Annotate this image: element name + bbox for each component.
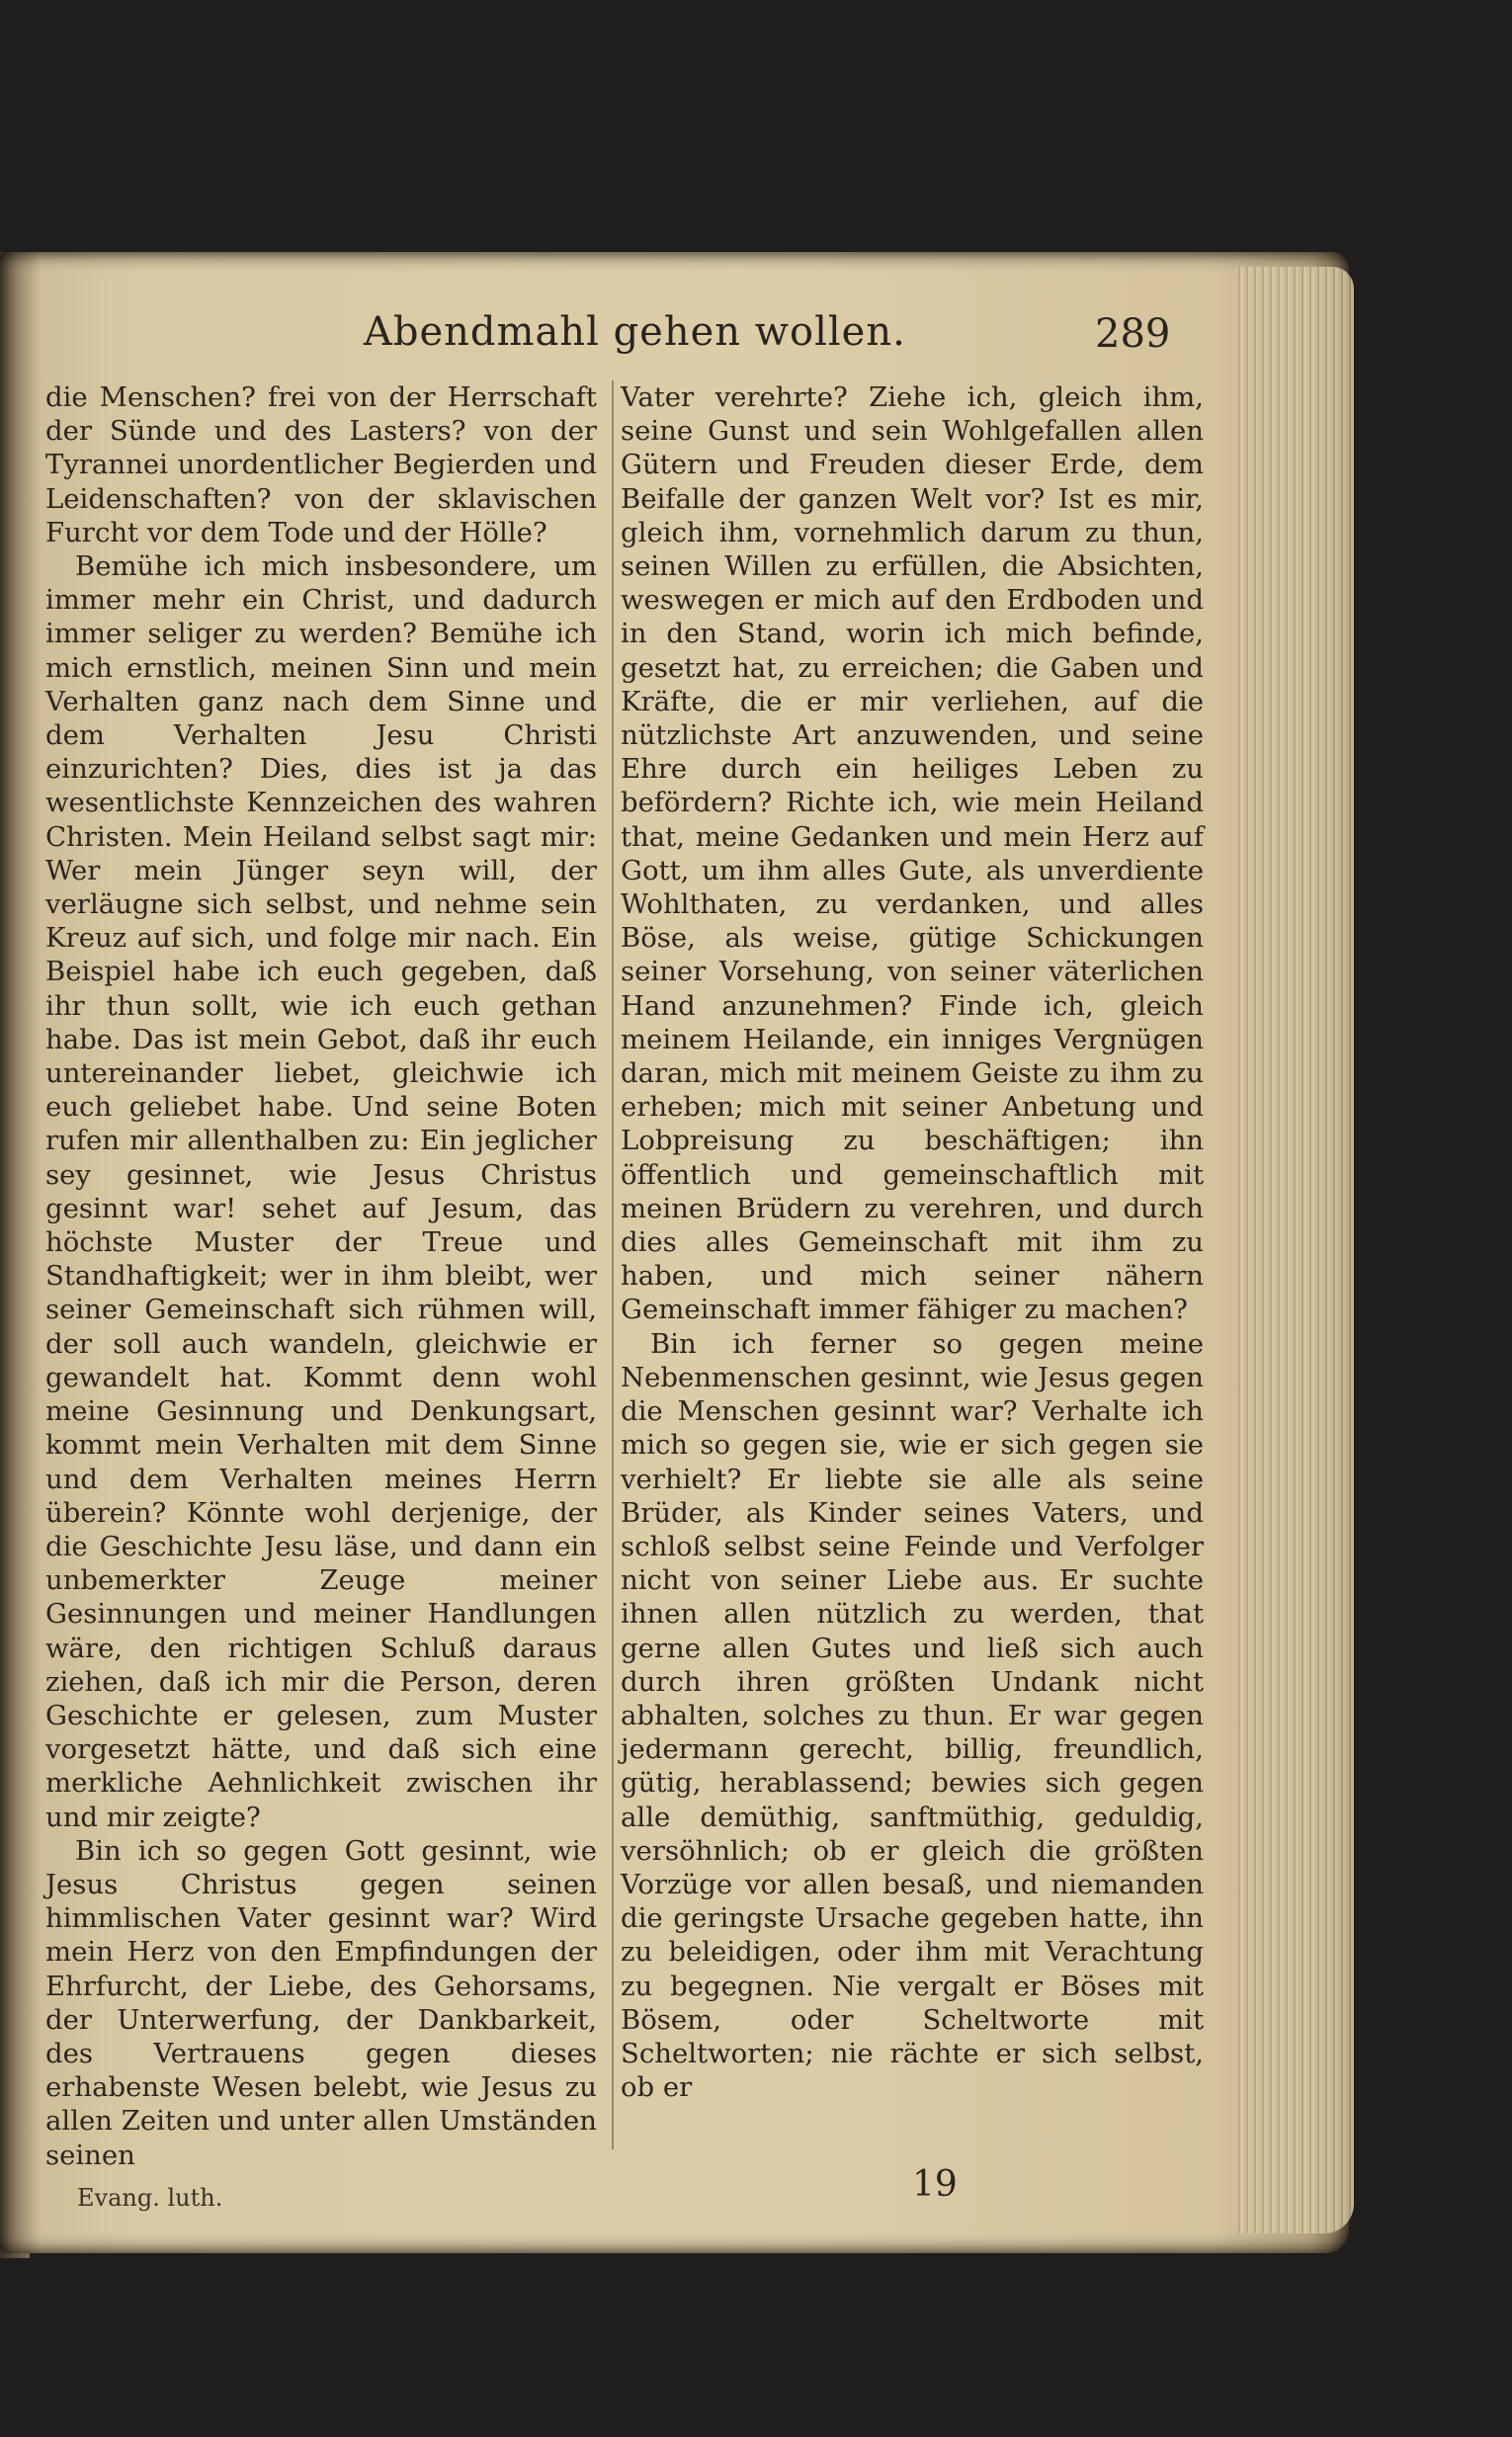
page-number: 289	[1095, 311, 1171, 357]
page-header	[18, 309, 1248, 378]
paragraph: Bin ich ferner so gegen meine Nebenmenschen gesinnt, wie Jesus gegen die Menschen gesinnt war? Verhalte ich mich so gegen sie, wie er sich gegen sie verhielt? Er liebte sie alle als seine Brüder, als Kinder seines Vaters, und schloß selbst seine Feinde und Verfolger nicht von seiner Liebe aus. Er suchte ihnen allen nützlich zu werden, that gerne allen Gutes und ließ sich auch durch ihren größten Undank nicht abhalten, solches zu thun. Er war gegen jedermann gerecht, billig, freundlich, gütig, herablassend; bewies sich gegen alle demüthig, sanftmüthig, geduldig, versöhnlich; ob er gleich die größten Vorzüge vor allen besaß, und niemanden die geringste Ursache gegeben hatte, ihn zu beleidigen, oder ihm mit Verachtung zu begegnen. Nie vergalt er Böses mit Bösem, oder Scheltworte mit Scheltworten; nie rächte er sich selbst, ob er	[621, 1327, 1204, 2104]
right-column	[621, 380, 1204, 2104]
paragraph: Bin ich so gegen Gott gesinnt, wie Jesus Christus gegen seinen himmlischen Vater gesinnt war? Wird mein Herz von den Empfindungen der Ehrfurcht, der Liebe, des Gehorsams, der Unterwerfung, der Dankbarkeit, des Vertrauens gegen dieses erhabenste Wesen belebt, wie Jesus zu allen Zeiten und unter allen Umständen seinen	[45, 1834, 597, 2171]
paragraph: Vater verehrte? Ziehe ich, gleich ihm, seine Gunst und sein Wohlgefallen allen Gütern und Freuden dieser Erde, dem Beifalle der ganzen Welt vor? Ist es mir, gleich ihm, vornehmlich darum zu thun, seinen Willen zu erfüllen, die Absichten, weswegen er mich auf den Erdboden und in den Stand, worin ich mich befinde, gesetzt hat, zu erreichen; die Gaben und Kräfte, die er mir verliehen, auf die nützlichste Art anzuwenden, und seine Ehre durch ein heiliges Leben zu befördern? Richte ich, wie mein Heiland that, meine Gedanken und mein Herz auf Gott, um ihm alles Gute, als unverdiente Wohlthaten, zu verdanken, und alles Böse, als weise, gütige Schickungen seiner Vorsehung, von seiner väterlichen Hand anzunehmen? Finde ich, gleich meinem Heilande, ein inniges Vergnügen daran, mich mit meinem Geiste zu ihm zu erheben; mich mit seiner Anbetung und Lobpreisung zu beschäftigen; ihn öffentlich und gemeinschaftlich mit meinen Brüdern zu verehren, und durch dies alles Gemeinschaft mit ihm zu haben, und mich seiner nähern Gemeinschaft immer fähiger zu machen?	[621, 381, 1204, 1326]
paragraph: Bemühe ich mich insbesondere, um immer mehr ein Christ, und dadurch immer seliger zu werden? Bemühe ich mich ernstlich, meinen Sinn und mein Verhalten ganz nach dem Sinne und dem Verhalten Jesu Christi einzurichten? Dies, dies ist ja das wesentlichste Kennzeichen des wahren Christen. Mein Heiland selbst sagt mir: Wer mein Jünger seyn will, der verläugne sich selbst, und nehme sein Kreuz auf sich, und folge mir nach. Ein Beispiel habe ich euch gegeben, daß ihr thun sollt, wie ich euch gethan habe. Das ist mein Gebot, daß ihr euch untereinander liebet, gleichwie ich euch geliebet habe. Und seine Boten rufen mir allenthalben zu: Ein jeglicher sey gesinnet, wie Jesus Christus gesinnt war! sehet auf Jesum, das höchste Muster der Treue und Standhaftigkeit; wer in ihm bleibt, wer seiner Gemeinschaft sich rühmen will, der soll auch wandeln, gleichwie er gewandelt hat. Kommt denn wohl meine Gesinnung und Denkungsart, kommt mein Verhalten mit dem Sinne und dem Verhalten meines Herrn überein? Könnte wohl derjenige, der die Geschichte Jesu läse, und dann ein unbemerkter Zeuge meiner Gesinnungen und meiner Handlungen wäre, den richtigen Schluß daraus ziehen, daß ich mir die Person, deren Geschichte er gelesen, zum Muster vorgesetzt hätte, und daß sich eine merkliche Aehnlichkeit zwischen ihr und mir zeigte?	[45, 550, 597, 1833]
column-divider	[612, 380, 614, 2149]
book-page	[18, 262, 1248, 2238]
page-edges	[1235, 267, 1354, 2233]
footer-signature: Evang. luth.	[77, 2184, 223, 2212]
running-title: Abendmahl gehen wollen.	[364, 309, 906, 355]
left-column	[45, 380, 597, 2172]
footer-sheet-number: 19	[912, 2164, 958, 2205]
paragraph: die Menschen? frei von der Herrschaft der Sünde und des Lasters? von der Tyrannei unordentlicher Begierden und Leidenschaften? von der sklavischen Furcht vor dem Tode und der Hölle?	[45, 381, 597, 548]
